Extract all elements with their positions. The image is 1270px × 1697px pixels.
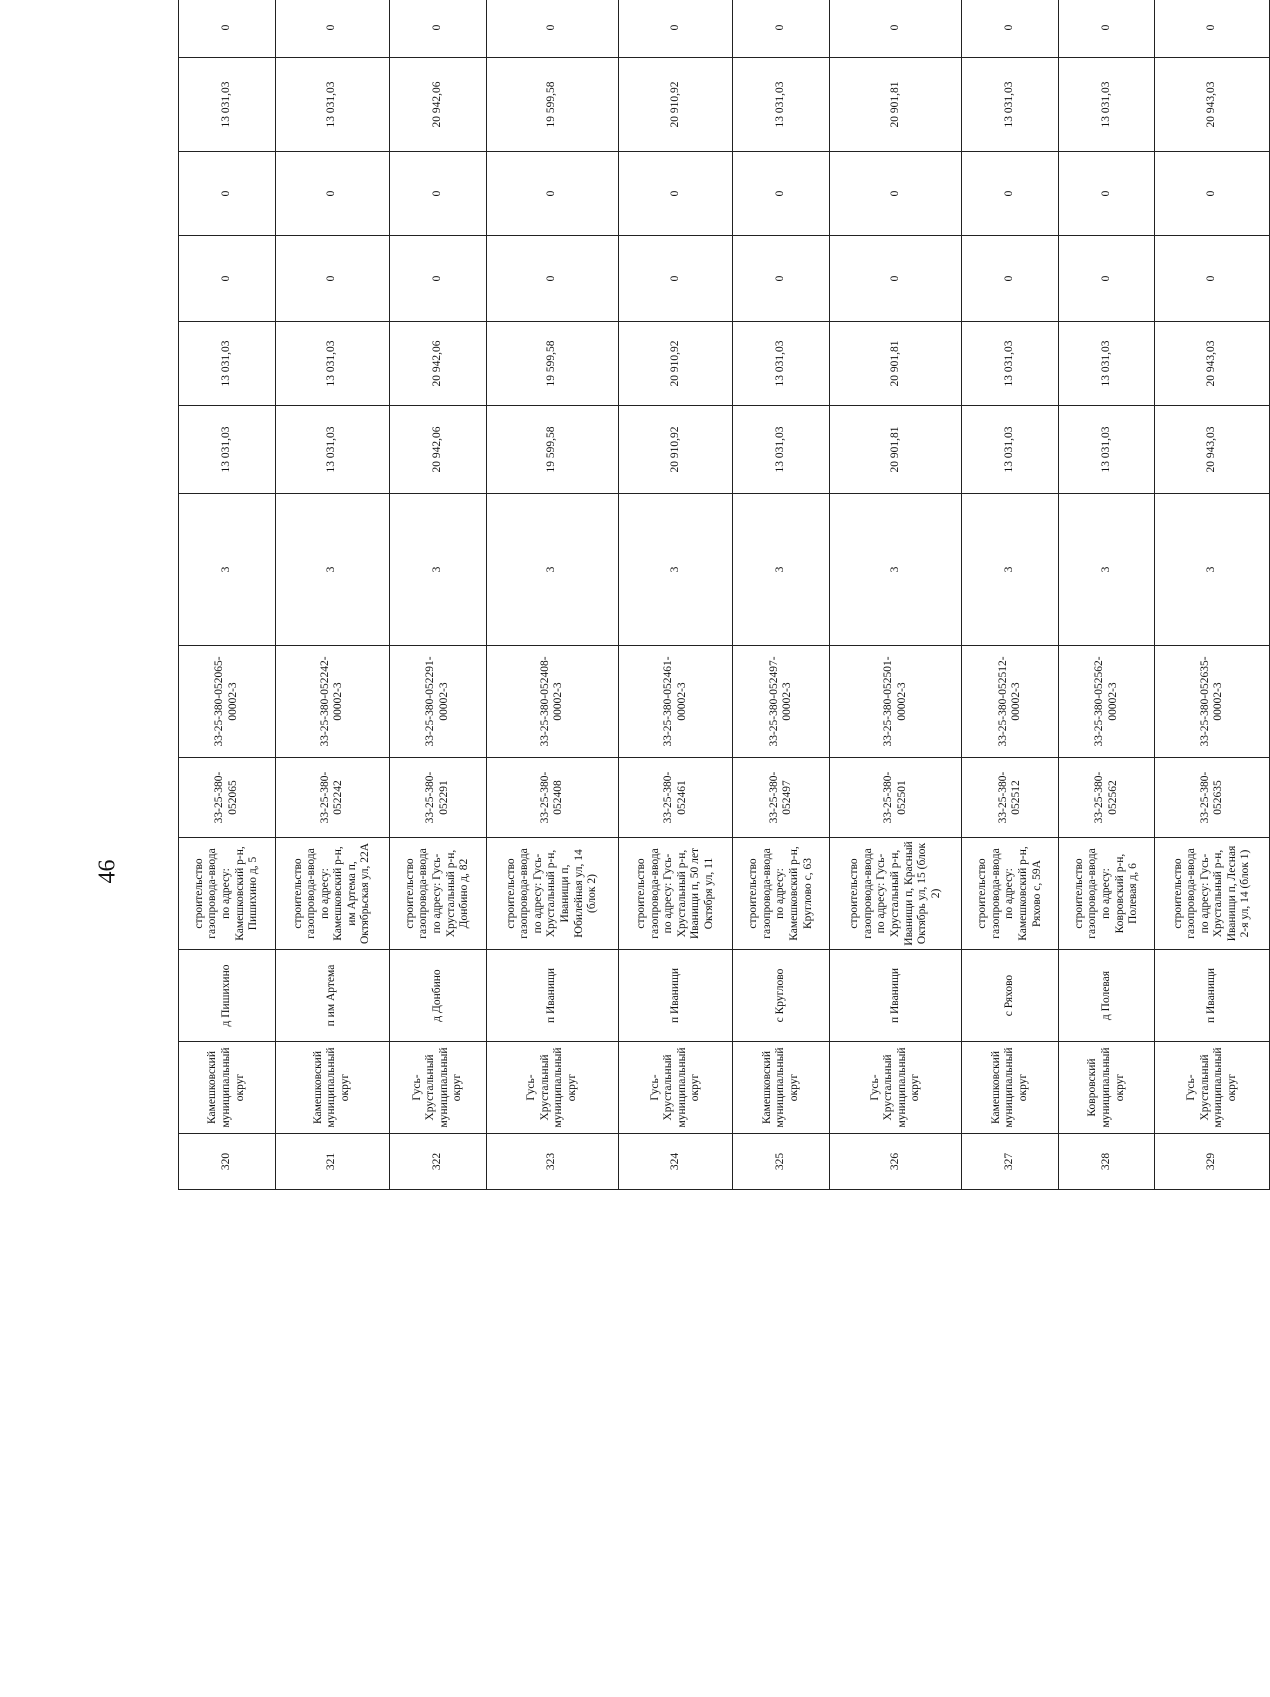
cell-value-2: 0	[486, 236, 618, 322]
cell-value-3: 0	[486, 152, 618, 236]
cell-full-code: 33-25-380-052461-00002-3	[618, 646, 732, 758]
cell-full-code: 33-25-380-052501-00002-3	[829, 646, 961, 758]
cell-full-code: 33-25-380-052291-00002-3	[390, 646, 487, 758]
cell-value-1: 20 901,81	[829, 322, 961, 406]
cell-value-4: 20 910,92	[618, 58, 732, 152]
table-row	[618, 0, 732, 1190]
cell-value-5: 0	[390, 0, 487, 58]
cell-value-2: 0	[1058, 236, 1155, 322]
cell-category: 3	[275, 494, 389, 646]
cell-locality: п Иванищи	[1155, 950, 1270, 1042]
cell-description: строительство газопровода-ввода по адресу: Гусь-Хрустальный р-н, Иванищи п, Красный Октябрь ул, 15 (блок 2)	[829, 838, 961, 950]
cell-locality: п им Артема	[275, 950, 389, 1042]
cell-row-number: 329	[1155, 1134, 1270, 1190]
cell-category: 3	[829, 494, 961, 646]
cell-category: 3	[179, 494, 276, 646]
cell-value-2: 0	[829, 236, 961, 322]
cell-district: Гусь-Хрустальный муниципальный округ	[486, 1042, 618, 1134]
cell-row-number: 325	[733, 1134, 830, 1190]
cell-value-1: 13 031,03	[275, 322, 389, 406]
cell-value-3: 0	[1058, 152, 1155, 236]
table-row	[486, 0, 618, 1190]
cell-locality: п Иванищи	[486, 950, 618, 1042]
cell-value-1: 13 031,03	[1058, 322, 1155, 406]
cell-total-cost: 19 599,58	[486, 406, 618, 494]
cell-total-cost: 13 031,03	[179, 406, 276, 494]
cell-value-5: 0	[486, 0, 618, 58]
cell-row-number: 327	[962, 1134, 1059, 1190]
cell-category: 3	[733, 494, 830, 646]
cell-full-code: 33-25-380-052562-00002-3	[1058, 646, 1155, 758]
cell-locality: с Ряхово	[962, 950, 1059, 1042]
cell-row-number: 323	[486, 1134, 618, 1190]
cell-district: Гусь-Хрустальный муниципальный округ	[829, 1042, 961, 1134]
cell-district: Ковровский муниципальный округ	[1058, 1042, 1155, 1134]
table-row	[1155, 0, 1270, 1190]
cell-value-3: 0	[962, 152, 1059, 236]
cell-description: строительство газопровода-ввода по адресу: Камешковский р-н, Пишихино д, 5	[179, 838, 276, 950]
cell-value-5: 0	[962, 0, 1059, 58]
table-row	[275, 0, 389, 1190]
table-container	[178, 24, 1270, 1190]
cell-district: Гусь-Хрустальный муниципальный округ	[618, 1042, 732, 1134]
cell-value-3: 0	[733, 152, 830, 236]
cell-row-number: 324	[618, 1134, 732, 1190]
cell-description: строительство газопровода-ввода по адресу: Камешковский р-н, им Артема п, Октябрьская ул, 22А	[275, 838, 389, 950]
cell-full-code: 33-25-380-052497-00002-3	[733, 646, 830, 758]
cell-value-1: 19 599,58	[486, 322, 618, 406]
cell-value-3: 0	[390, 152, 487, 236]
cell-total-cost: 13 031,03	[1058, 406, 1155, 494]
cell-value-5: 0	[1058, 0, 1155, 58]
cell-full-code: 33-25-380-052512-00002-3	[962, 646, 1059, 758]
cell-district: Камешковский муниципальный округ	[179, 1042, 276, 1134]
cell-value-1: 20 942,06	[390, 322, 487, 406]
cell-locality: д Донбино	[390, 950, 487, 1042]
cell-district: Гусь-Хрустальный муниципальный округ	[1155, 1042, 1270, 1134]
cell-total-cost: 20 910,92	[618, 406, 732, 494]
cell-object-code: 33-25-380-052635	[1155, 758, 1270, 838]
cell-value-2: 0	[275, 236, 389, 322]
cell-value-1: 20 943,03	[1155, 322, 1270, 406]
page-number: 46	[94, 859, 121, 884]
cell-category: 3	[486, 494, 618, 646]
cell-value-2: 0	[733, 236, 830, 322]
cell-object-code: 33-25-380-052497	[733, 758, 830, 838]
cell-value-4: 13 031,03	[962, 58, 1059, 152]
cell-value-2: 0	[390, 236, 487, 322]
cell-locality: д Полевая	[1058, 950, 1155, 1042]
cell-value-4: 13 031,03	[733, 58, 830, 152]
cell-value-1: 13 031,03	[733, 322, 830, 406]
cell-object-code: 33-25-380-052291	[390, 758, 487, 838]
cell-object-code: 33-25-380-052242	[275, 758, 389, 838]
cell-description: строительство газопровода-ввода по адресу: Гусь-Хрустальный р-н, Иванищи п, Юбилейная ул, 14 (блок 2)	[486, 838, 618, 950]
cell-object-code: 33-25-380-052461	[618, 758, 732, 838]
cell-locality: п Иванищи	[829, 950, 961, 1042]
cell-row-number: 321	[275, 1134, 389, 1190]
cell-description: строительство газопровода-ввода по адресу: Камешковский р-н, Ряхово с, 59А	[962, 838, 1059, 950]
cell-locality: п Иванищи	[618, 950, 732, 1042]
cell-value-4: 13 031,03	[179, 58, 276, 152]
cell-full-code: 33-25-380-052065-00002-3	[179, 646, 276, 758]
cell-category: 3	[962, 494, 1059, 646]
cell-total-cost: 20 901,81	[829, 406, 961, 494]
cell-district: Камешковский муниципальный округ	[962, 1042, 1059, 1134]
cell-object-code: 33-25-380-052501	[829, 758, 961, 838]
table-row	[1058, 0, 1155, 1190]
cell-category: 3	[1058, 494, 1155, 646]
cell-object-code: 33-25-380-052408	[486, 758, 618, 838]
cell-district: Гусь-Хрустальный муниципальный округ	[390, 1042, 487, 1134]
cell-district: Камешковский муниципальный округ	[733, 1042, 830, 1134]
cell-value-1: 13 031,03	[962, 322, 1059, 406]
cell-total-cost: 13 031,03	[733, 406, 830, 494]
cell-row-number: 326	[829, 1134, 961, 1190]
cell-value-4: 19 599,58	[486, 58, 618, 152]
cell-value-3: 0	[829, 152, 961, 236]
cell-value-3: 0	[1155, 152, 1270, 236]
cell-total-cost: 13 031,03	[275, 406, 389, 494]
cell-object-code: 33-25-380-052562	[1058, 758, 1155, 838]
cell-district: Камешковский муниципальный округ	[275, 1042, 389, 1134]
cell-value-5: 0	[829, 0, 961, 58]
cell-value-3: 0	[179, 152, 276, 236]
cell-total-cost: 20 943,03	[1155, 406, 1270, 494]
cell-row-number: 320	[179, 1134, 276, 1190]
cell-value-2: 0	[1155, 236, 1270, 322]
cell-value-5: 0	[618, 0, 732, 58]
cell-full-code: 33-25-380-052242-00002-3	[275, 646, 389, 758]
cell-value-5: 0	[733, 0, 830, 58]
cell-locality: д Пишихино	[179, 950, 276, 1042]
table-row	[179, 0, 276, 1190]
cell-value-4: 13 031,03	[1058, 58, 1155, 152]
cell-description: строительство газопровода-ввода по адресу: Гусь-Хрустальный р-н, Иванищи п, Лесная 2-я ул, 14 (блок 1)	[1155, 838, 1270, 950]
cell-value-1: 20 910,92	[618, 322, 732, 406]
cell-value-4: 20 901,81	[829, 58, 961, 152]
cell-row-number: 322	[390, 1134, 487, 1190]
cell-category: 3	[1155, 494, 1270, 646]
cell-description: строительство газопровода-ввода по адресу: Ковровский р-н, Полевая д, 6	[1058, 838, 1155, 950]
cell-total-cost: 13 031,03	[962, 406, 1059, 494]
cell-description: строительство газопровода-ввода по адресу: Гусь-Хрустальный р-н, Иванищи п, 50 лет Октября ул, 11	[618, 838, 732, 950]
cell-value-4: 20 943,03	[1155, 58, 1270, 152]
table-row	[390, 0, 487, 1190]
cell-description: строительство газопровода-ввода по адресу: Гусь-Хрустальный р-н, Донбино д, 82	[390, 838, 487, 950]
cell-total-cost: 20 942,06	[390, 406, 487, 494]
cell-description: строительство газопровода-ввода по адресу: Камешковский р-н, Круглово с, 63	[733, 838, 830, 950]
cell-value-4: 20 942,06	[390, 58, 487, 152]
cell-category: 3	[390, 494, 487, 646]
cell-locality: с Круглово	[733, 950, 830, 1042]
cell-row-number: 328	[1058, 1134, 1155, 1190]
cell-value-3: 0	[275, 152, 389, 236]
cell-full-code: 33-25-380-052635-00002-3	[1155, 646, 1270, 758]
cell-value-2: 0	[179, 236, 276, 322]
cell-value-5: 0	[275, 0, 389, 58]
register-table	[178, 0, 1270, 1190]
cell-object-code: 33-25-380-052065	[179, 758, 276, 838]
cell-object-code: 33-25-380-052512	[962, 758, 1059, 838]
cell-category: 3	[618, 494, 732, 646]
cell-value-5: 0	[1155, 0, 1270, 58]
cell-value-2: 0	[962, 236, 1059, 322]
cell-value-2: 0	[618, 236, 732, 322]
cell-value-5: 0	[179, 0, 276, 58]
cell-full-code: 33-25-380-052408-00002-3	[486, 646, 618, 758]
cell-value-3: 0	[618, 152, 732, 236]
table-row	[962, 0, 1059, 1190]
table-row	[829, 0, 961, 1190]
cell-value-4: 13 031,03	[275, 58, 389, 152]
table-row	[733, 0, 830, 1190]
cell-value-1: 13 031,03	[179, 322, 276, 406]
